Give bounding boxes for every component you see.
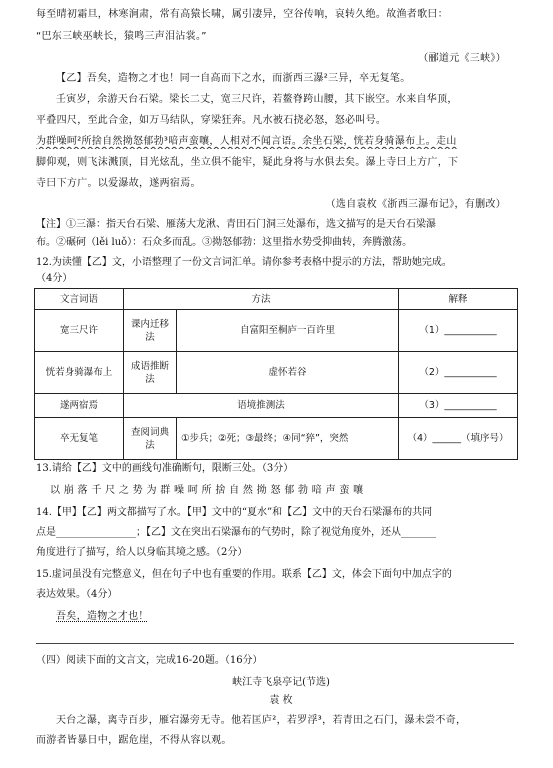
text-line: 【乙】吾矣，造物之才也！同一自高而下之水，而浙西三瀑²三异，卒无复笔。 [56, 73, 411, 84]
table-row [35, 394, 518, 418]
question-15: 15.虚词虽没有完整意义，但在句子中也有重要的作用。联系【乙】文，体会下面句中加点字的 [36, 569, 452, 580]
table-cell-hint: 虚怀若谷 [177, 352, 399, 394]
question-14-blanks: 点是________________；【乙】文在突出石梁瀑布的气势时，除了视觉角度外，还从_______ [36, 527, 436, 538]
passage-title: 峡江寺飞泉亭记(节选) [232, 677, 330, 688]
question-13: 13.请给【乙】文中的画线句准确断句，限断三处。（3分） [36, 463, 294, 474]
table-cell-method: 成语推断法 [124, 352, 177, 394]
table-row [35, 352, 518, 394]
answer-line [36, 643, 514, 644]
question-12-score: （4分） [36, 273, 73, 284]
table-cell-hint: ①步兵；②死；③最终；④同“猝”，突然 [177, 418, 399, 460]
table-cell-answer: （4）______（填序号） [399, 418, 518, 460]
table-header: 解释 [399, 289, 518, 310]
vocabulary-table [34, 288, 518, 460]
table-row [35, 310, 518, 352]
table-header: 文言词语 [35, 289, 124, 310]
text-line: 而游者皆暴日中，踞危崖，不得从容以观。 [36, 735, 232, 746]
text-line: 脚仰观，则飞沫溅顶，目光炫乱，坐立俱不能牢，疑此身将与水俱去矣。瀑上寺曰上方广，下 [36, 157, 459, 168]
source-citation: （选自袁枚《浙西三瀑布记》，有删改） [325, 199, 506, 210]
table-cell-answer: （2）___________ [399, 352, 518, 394]
text-line: “巴东三峡巫峡长，猿鸣三声泪沾裳。” [36, 31, 207, 42]
table-header: 方法 [124, 289, 399, 310]
annotation-line: 【注】①三瀑：指天台石梁、雁荡大龙湫、青田石门洞三处瀑布，选文描写的是天台石梁瀑 [36, 219, 436, 230]
table-cell-method: 查阅词典法 [124, 418, 177, 460]
wavy-underline-text: 为群噪呵²所捨自然拗怒郁勃³喑声蛮嚷，人相对不闻言语。余坐石梁，恍若身骑瀑布上。走山 [36, 136, 457, 147]
table-cell-hint: 自富阳至桐庐一百许里 [177, 310, 399, 352]
question-12: 12.为读懂【乙】文，小语整理了一份文言词汇单。请你参考表格中提示的方法，帮助她完成。 [36, 257, 452, 268]
underlined-sentence [36, 135, 526, 149]
dotted-word-sentence: 吾矣，造物之才也！ [56, 611, 149, 622]
section-4-heading: （四）阅读下面的文言文，完成16-20题。（16分） [36, 655, 263, 666]
text-line: 平叠四尺，至此合金，如万马结队，穿梁狂奔。凡水被石挠必怒，怒必叫号。 [36, 115, 387, 126]
table-cell-answer: （3）___________ [399, 394, 518, 418]
question-15-sentence [36, 610, 526, 624]
table-cell-method: 课内迁移法 [124, 310, 177, 352]
table-cell-word: 遂两宿焉 [35, 394, 124, 418]
annotation-line: 布。②碾砢（lěi luǒ）：石众多而乱。③拗怒郁勃：这里指水势受抑曲转，奔腾激荡。 [36, 237, 413, 248]
text-line: 每至晴初霜旦，林寒涧肃，常有高猿长啸，属引凄异，空谷传响，哀转久绝。故渔者歌曰： [36, 9, 448, 20]
table-cell-word: 卒无复笔 [35, 418, 124, 460]
question-14: 14.【甲】【乙】两文都描写了水。【甲】文中的“夏水”和【乙】文中的天台石梁瀑布的共同 [36, 507, 433, 518]
question-14-cont: 角度进行了描写，给人以身临其境之感。（2分） [36, 547, 248, 558]
table-cell-answer: （1）___________ [399, 310, 518, 352]
sentence-to-punctuate: 以 崩 落 千 尺 之 势 为 群 噪 呵 所 捨 自 然 拗 怒 郁 勃 喑 声 蛮 嚷 [50, 485, 364, 496]
source-citation: （郦道元《三峡》） [418, 53, 506, 64]
text-line: 壬寅岁，余游天台石梁。梁长二丈，宽三尺许，若鳌脊跨山腰，其下嵌空。水来自华顶， [56, 94, 458, 105]
table-row [35, 418, 518, 460]
table-header-row [35, 289, 518, 310]
text-line: 寺曰下方广。以爱瀑故，遂两宿焉。 [36, 178, 201, 189]
table-cell-word: 宽三尺许 [35, 310, 124, 352]
table-cell-hint: 语境推测法 [124, 394, 399, 418]
table-cell-word: 恍若身骑瀑布上 [35, 352, 124, 394]
text-line: 天台之瀑，离寺百步，雁宕瀑旁无寺。他若匡庐²，若罗浮³，若青田之石门，瀑未尝不奇， [56, 715, 467, 726]
passage-author: 袁 枚 [269, 695, 293, 706]
question-15-cont: 表达效果。（4分） [36, 589, 118, 600]
